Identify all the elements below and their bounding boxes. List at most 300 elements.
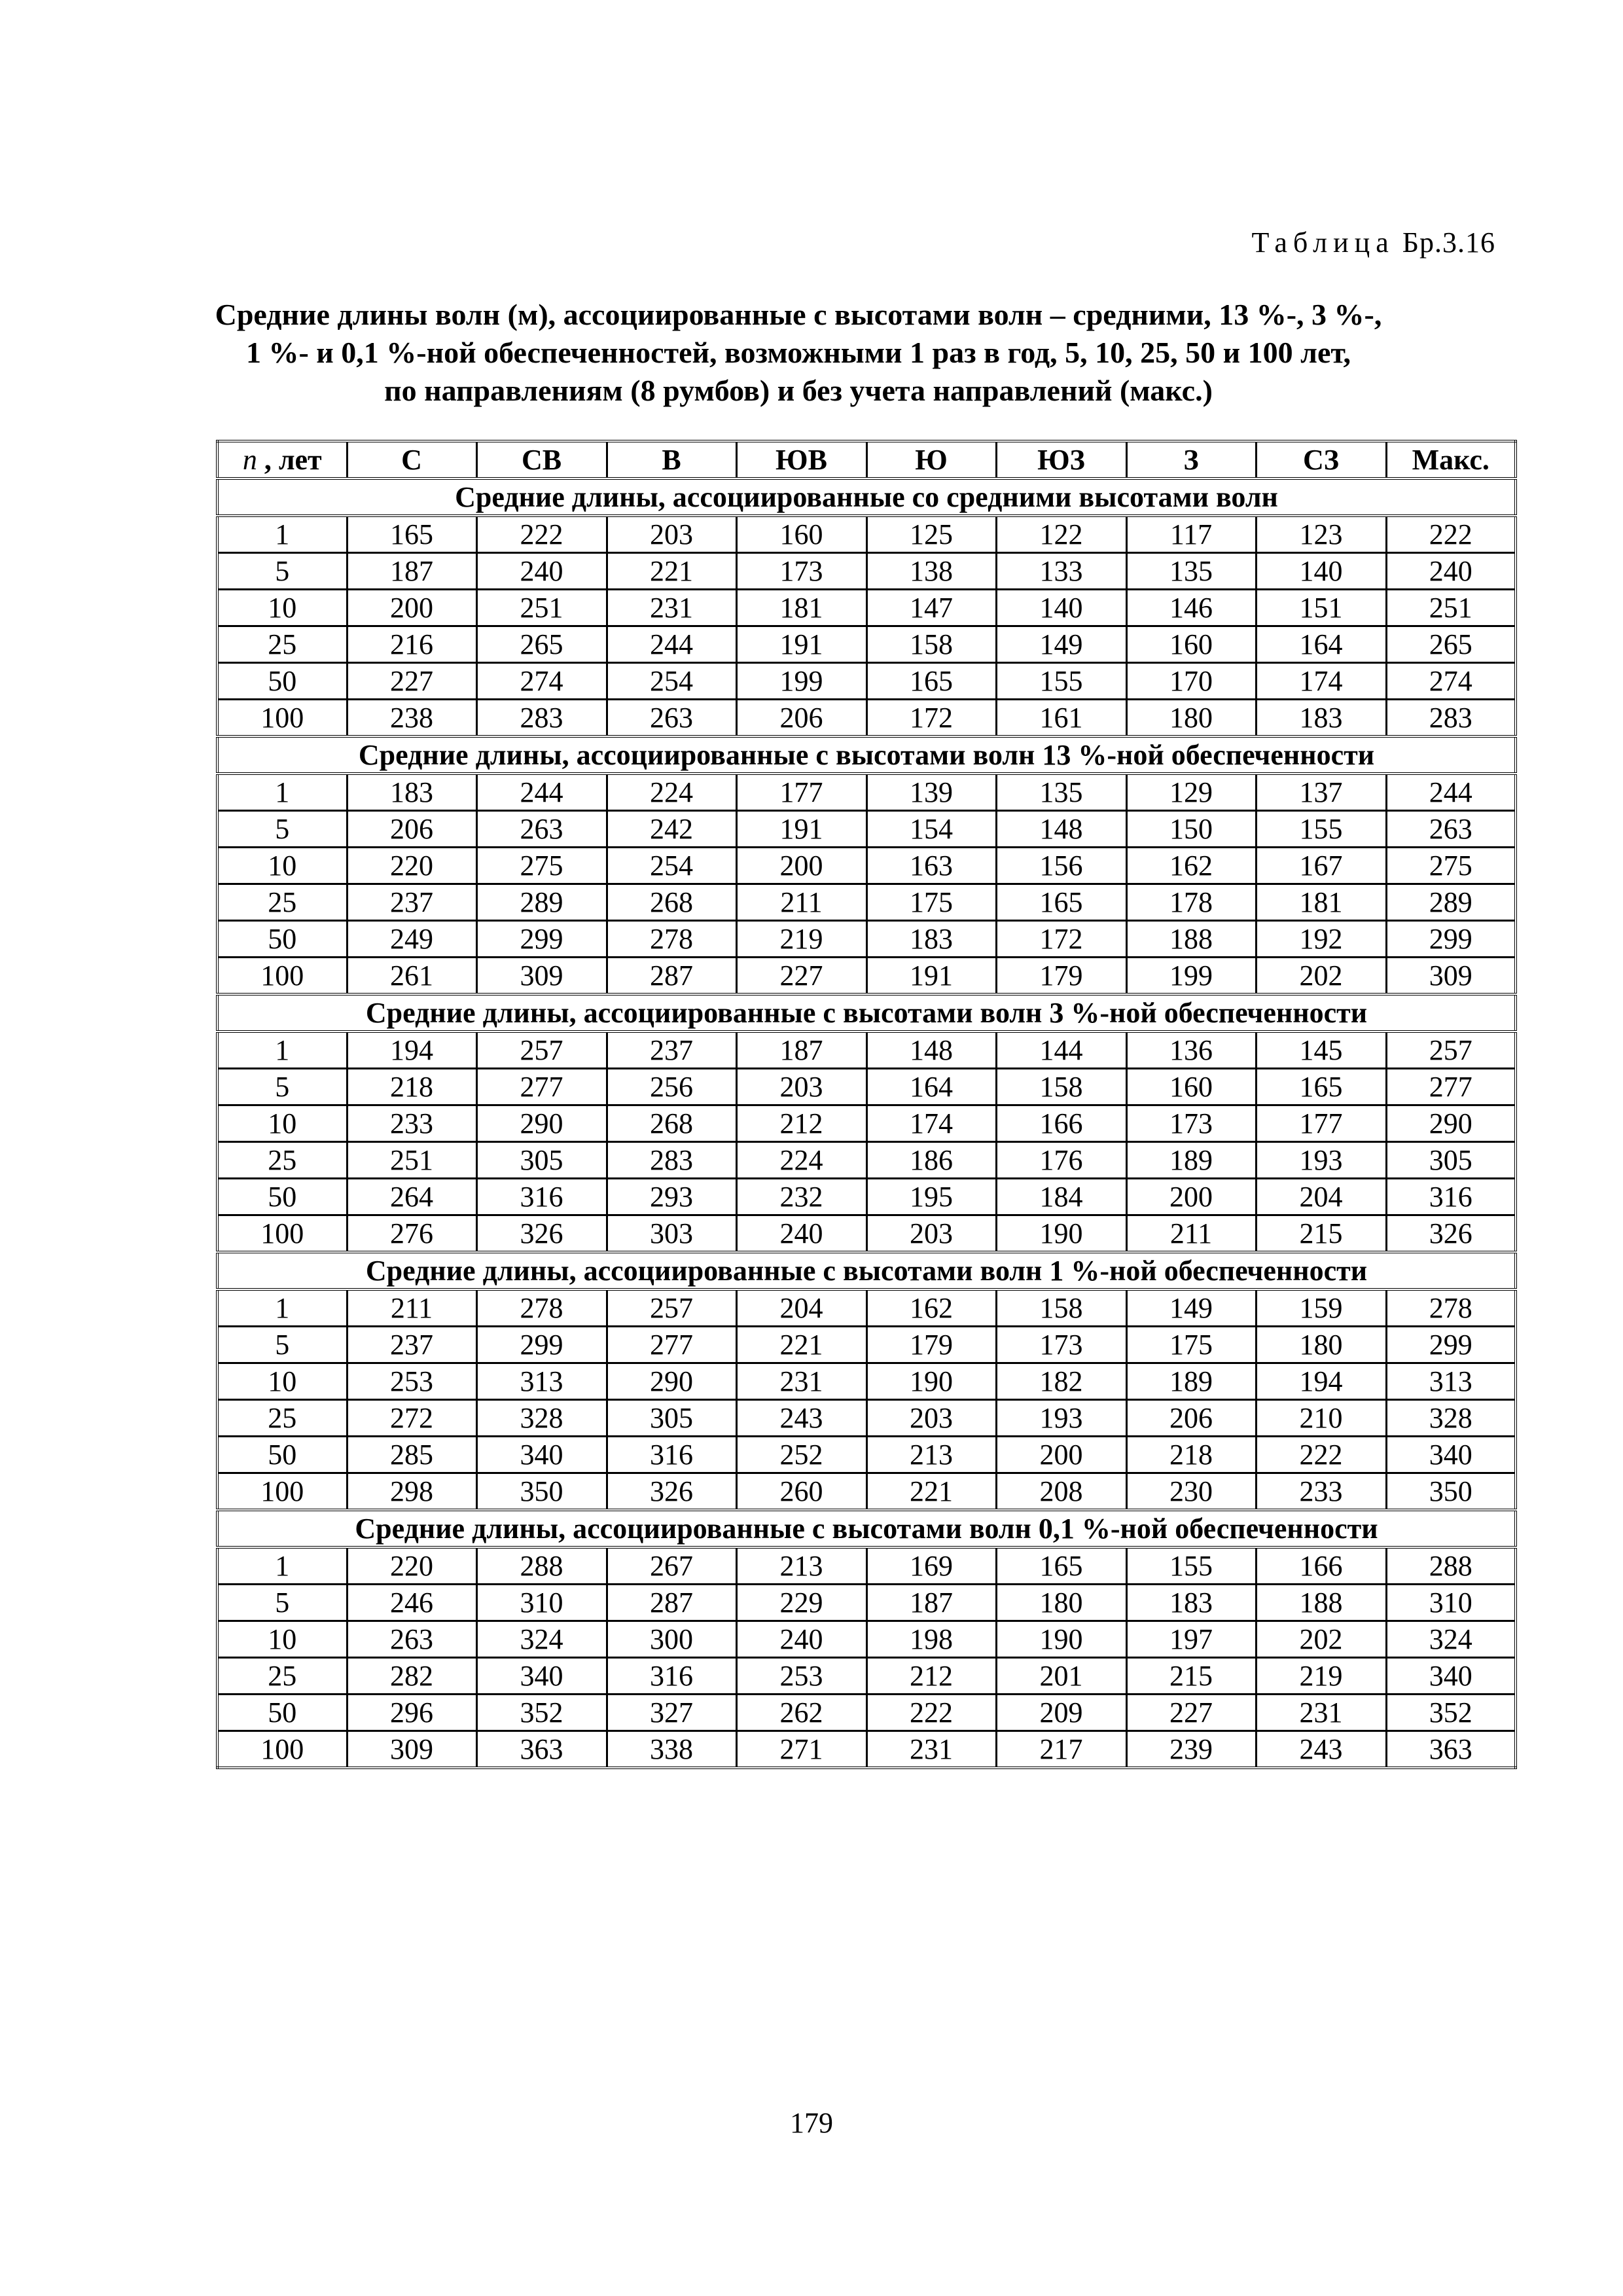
value-cell: 123 [1256,516,1386,553]
table-row [217,1473,1516,1511]
table-row [217,1547,1516,1585]
value-cell: 309 [347,1731,476,1768]
value-cell: 316 [607,1437,736,1473]
period-cell: 50 [217,1437,347,1473]
value-cell: 352 [476,1695,607,1731]
value-cell: 240 [736,1621,866,1658]
period-cell: 10 [217,1621,347,1658]
value-cell: 165 [866,663,996,700]
value-cell: 213 [736,1547,866,1585]
value-cell: 264 [347,1179,476,1215]
header-direction: В [607,441,736,478]
period-cell: 25 [217,1658,347,1695]
value-cell: 155 [1126,1547,1256,1585]
value-cell: 233 [347,1105,476,1142]
value-cell: 340 [1386,1437,1516,1473]
value-cell: 203 [866,1400,996,1437]
value-cell: 222 [866,1695,996,1731]
value-cell: 206 [736,700,866,737]
value-cell: 139 [866,774,996,811]
caption-line-2: 1 %- и 0,1 %-ной обеспеченностей, возможными 1 раз в год, 5, 10, 25, 50 и 100 лет, [245,336,1351,369]
value-cell: 296 [347,1695,476,1731]
header-direction: Ю [866,441,996,478]
table-row [217,553,1516,590]
value-cell: 156 [996,848,1126,884]
section-title: Средние длины, ассоциированные с высотами волн 13 %-ной обеспеченности [217,736,1516,774]
table-row [217,1658,1516,1695]
value-cell: 187 [736,1031,866,1069]
value-cell: 274 [476,663,607,700]
value-cell: 166 [996,1105,1126,1142]
value-cell: 211 [1126,1215,1256,1253]
value-cell: 231 [736,1363,866,1400]
value-cell: 263 [476,811,607,848]
table-row [217,774,1516,811]
value-cell: 217 [996,1731,1126,1768]
value-cell: 278 [1386,1289,1516,1327]
value-cell: 188 [1126,921,1256,958]
table-row [217,663,1516,700]
table-row [217,1327,1516,1363]
value-cell: 184 [996,1179,1126,1215]
value-cell: 237 [347,884,476,921]
period-cell: 100 [217,1473,347,1511]
value-cell: 220 [347,1547,476,1585]
caption-line-1: Средние длины волн (м), ассоциированные с высотами волн – средними, 13 %-, 3 %-, [215,298,1382,331]
value-cell: 290 [607,1363,736,1400]
value-cell: 199 [736,663,866,700]
table-row [217,811,1516,848]
value-cell: 199 [1126,958,1256,995]
table-label-word: Таблица [1251,226,1395,259]
value-cell: 135 [1126,553,1256,590]
value-cell: 244 [476,774,607,811]
period-cell: 10 [217,1105,347,1142]
value-cell: 136 [1126,1031,1256,1069]
value-cell: 233 [1256,1473,1386,1511]
value-cell: 172 [996,921,1126,958]
value-cell: 140 [996,590,1126,626]
value-cell: 298 [347,1473,476,1511]
value-cell: 211 [347,1289,476,1327]
value-cell: 231 [1256,1695,1386,1731]
period-cell: 100 [217,1215,347,1253]
value-cell: 242 [607,811,736,848]
value-cell: 272 [347,1400,476,1437]
value-cell: 352 [1386,1695,1516,1731]
value-cell: 243 [736,1400,866,1437]
value-cell: 179 [996,958,1126,995]
value-cell: 148 [996,811,1126,848]
value-cell: 147 [866,590,996,626]
value-cell: 155 [1256,811,1386,848]
value-cell: 276 [347,1215,476,1253]
value-cell: 261 [347,958,476,995]
period-cell: 50 [217,921,347,958]
value-cell: 204 [736,1289,866,1327]
value-cell: 158 [996,1069,1126,1105]
value-cell: 268 [607,1105,736,1142]
value-cell: 289 [476,884,607,921]
value-cell: 313 [476,1363,607,1400]
value-cell: 192 [1256,921,1386,958]
value-cell: 165 [347,516,476,553]
value-cell: 309 [1386,958,1516,995]
period-cell: 1 [217,1547,347,1585]
value-cell: 240 [1386,553,1516,590]
value-cell: 231 [607,590,736,626]
value-cell: 310 [1386,1585,1516,1621]
section-header-row [217,736,1516,774]
value-cell: 183 [866,921,996,958]
value-cell: 326 [1386,1215,1516,1253]
value-cell: 165 [1256,1069,1386,1105]
value-cell: 237 [607,1031,736,1069]
table-row [217,1437,1516,1473]
value-cell: 129 [1126,774,1256,811]
value-cell: 244 [1386,774,1516,811]
value-cell: 215 [1126,1658,1256,1695]
table-header-row [217,441,1516,478]
header-n-symbol: n [242,443,257,476]
value-cell: 268 [607,884,736,921]
value-cell: 244 [607,626,736,663]
value-cell: 253 [347,1363,476,1400]
value-cell: 277 [476,1069,607,1105]
value-cell: 169 [866,1547,996,1585]
value-cell: 203 [866,1215,996,1253]
value-cell: 194 [1256,1363,1386,1400]
value-cell: 186 [866,1142,996,1179]
value-cell: 133 [996,553,1126,590]
value-cell: 299 [1386,1327,1516,1363]
period-cell: 50 [217,663,347,700]
value-cell: 137 [1256,774,1386,811]
value-cell: 193 [996,1400,1126,1437]
period-cell: 100 [217,1731,347,1768]
value-cell: 189 [1126,1142,1256,1179]
value-cell: 219 [1256,1658,1386,1695]
table-row [217,1031,1516,1069]
table-label-number: Бр.3.16 [1402,226,1495,259]
value-cell: 187 [347,553,476,590]
table-row [217,1731,1516,1768]
value-cell: 229 [736,1585,866,1621]
value-cell: 263 [607,700,736,737]
value-cell: 326 [476,1215,607,1253]
value-cell: 287 [607,958,736,995]
value-cell: 227 [1126,1695,1256,1731]
value-cell: 287 [607,1585,736,1621]
value-cell: 160 [1126,626,1256,663]
value-cell: 180 [996,1585,1126,1621]
value-cell: 227 [347,663,476,700]
value-cell: 260 [736,1473,866,1511]
value-cell: 203 [736,1069,866,1105]
value-cell: 288 [476,1547,607,1585]
table-row [217,1105,1516,1142]
value-cell: 144 [996,1031,1126,1069]
value-cell: 313 [1386,1363,1516,1400]
value-cell: 140 [1256,553,1386,590]
value-cell: 173 [996,1327,1126,1363]
value-cell: 173 [1126,1105,1256,1142]
period-cell: 25 [217,626,347,663]
period-cell: 25 [217,1400,347,1437]
value-cell: 350 [476,1473,607,1511]
value-cell: 262 [736,1695,866,1731]
value-cell: 363 [476,1731,607,1768]
value-cell: 154 [866,811,996,848]
value-cell: 219 [736,921,866,958]
value-cell: 145 [1256,1031,1386,1069]
value-cell: 327 [607,1695,736,1731]
table-row [217,1289,1516,1327]
value-cell: 316 [607,1658,736,1695]
value-cell: 175 [1126,1327,1256,1363]
value-cell: 210 [1256,1400,1386,1437]
value-cell: 149 [996,626,1126,663]
period-cell: 100 [217,958,347,995]
value-cell: 183 [347,774,476,811]
table-body [217,478,1516,1768]
value-cell: 193 [1256,1142,1386,1179]
value-cell: 275 [1386,848,1516,884]
value-cell: 231 [866,1731,996,1768]
period-cell: 1 [217,774,347,811]
value-cell: 122 [996,516,1126,553]
value-cell: 175 [866,884,996,921]
value-cell: 220 [347,848,476,884]
table-row [217,1400,1516,1437]
header-n-years [217,441,347,478]
header-direction: ЮЗ [996,441,1126,478]
page-number: 179 [790,2107,833,2139]
period-cell: 1 [217,1031,347,1069]
table-row [217,1621,1516,1658]
value-cell: 221 [736,1327,866,1363]
value-cell: 198 [866,1621,996,1658]
value-cell: 183 [1256,700,1386,737]
value-cell: 200 [347,590,476,626]
table-row [217,958,1516,995]
value-cell: 203 [607,516,736,553]
value-cell: 340 [1386,1658,1516,1695]
table-row [217,1695,1516,1731]
value-cell: 177 [736,774,866,811]
value-cell: 170 [1126,663,1256,700]
value-cell: 172 [866,700,996,737]
value-cell: 309 [476,958,607,995]
value-cell: 275 [476,848,607,884]
value-cell: 288 [1386,1547,1516,1585]
value-cell: 174 [1256,663,1386,700]
value-cell: 158 [996,1289,1126,1327]
value-cell: 180 [1256,1327,1386,1363]
table-row [217,590,1516,626]
value-cell: 189 [1126,1363,1256,1400]
value-cell: 159 [1256,1289,1386,1327]
value-cell: 163 [866,848,996,884]
value-cell: 222 [1386,516,1516,553]
period-cell: 5 [217,1327,347,1363]
section-title: Средние длины, ассоциированные с высотами волн 3 %-ной обеспеченности [217,994,1516,1031]
value-cell: 310 [476,1585,607,1621]
header-direction: З [1126,441,1256,478]
value-cell: 299 [1386,921,1516,958]
period-cell: 5 [217,553,347,590]
header-max: Макс. [1386,441,1516,478]
value-cell: 324 [476,1621,607,1658]
value-cell: 146 [1126,590,1256,626]
value-cell: 254 [607,663,736,700]
value-cell: 230 [1126,1473,1256,1511]
value-cell: 150 [1126,811,1256,848]
value-cell: 224 [607,774,736,811]
section-title: Средние длины, ассоциированные со средними высотами волн [217,478,1516,516]
value-cell: 197 [1126,1621,1256,1658]
value-cell: 300 [607,1621,736,1658]
value-cell: 246 [347,1585,476,1621]
value-cell: 165 [996,884,1126,921]
period-cell: 100 [217,700,347,737]
value-cell: 209 [996,1695,1126,1731]
value-cell: 180 [1126,700,1256,737]
value-cell: 303 [607,1215,736,1253]
value-cell: 216 [347,626,476,663]
value-cell: 204 [1256,1179,1386,1215]
value-cell: 263 [1386,811,1516,848]
value-cell: 151 [1256,590,1386,626]
value-cell: 174 [866,1105,996,1142]
value-cell: 363 [1386,1731,1516,1768]
value-cell: 340 [476,1658,607,1695]
section-header-row [217,1510,1516,1547]
value-cell: 305 [607,1400,736,1437]
value-cell: 224 [736,1142,866,1179]
value-cell: 200 [1126,1179,1256,1215]
value-cell: 162 [1126,848,1256,884]
period-cell: 5 [217,1585,347,1621]
header-direction: ЮВ [736,441,866,478]
section-header-row [217,478,1516,516]
header-direction: С [347,441,476,478]
table-row [217,884,1516,921]
value-cell: 212 [736,1105,866,1142]
value-cell: 222 [1256,1437,1386,1473]
value-cell: 293 [607,1179,736,1215]
value-cell: 160 [1126,1069,1256,1105]
period-cell: 5 [217,811,347,848]
period-cell: 1 [217,516,347,553]
value-cell: 181 [736,590,866,626]
value-cell: 191 [736,811,866,848]
value-cell: 290 [1386,1105,1516,1142]
table-row [217,1069,1516,1105]
value-cell: 243 [1256,1731,1386,1768]
value-cell: 240 [736,1215,866,1253]
header-direction: СВ [476,441,607,478]
table-row [217,700,1516,737]
value-cell: 265 [1386,626,1516,663]
value-cell: 222 [476,516,607,553]
value-cell: 213 [866,1437,996,1473]
value-cell: 166 [1256,1547,1386,1585]
value-cell: 206 [1126,1400,1256,1437]
value-cell: 283 [607,1142,736,1179]
value-cell: 182 [996,1363,1126,1400]
value-cell: 256 [607,1069,736,1105]
caption-line-3: по направлениям (8 румбов) и без учета направлений (макс.) [384,374,1213,407]
value-cell: 340 [476,1437,607,1473]
value-cell: 202 [1256,958,1386,995]
period-cell: 25 [217,884,347,921]
value-cell: 305 [1386,1142,1516,1179]
value-cell: 135 [996,774,1126,811]
value-cell: 201 [996,1658,1126,1695]
value-cell: 263 [347,1621,476,1658]
header-direction: СЗ [1256,441,1386,478]
value-cell: 178 [1126,884,1256,921]
value-cell: 277 [607,1327,736,1363]
value-cell: 173 [736,553,866,590]
value-cell: 316 [476,1179,607,1215]
table-row [217,848,1516,884]
value-cell: 289 [1386,884,1516,921]
value-cell: 138 [866,553,996,590]
value-cell: 251 [347,1142,476,1179]
value-cell: 240 [476,553,607,590]
table-row [217,1363,1516,1400]
value-cell: 299 [476,921,607,958]
value-cell: 218 [1126,1437,1256,1473]
value-cell: 181 [1256,884,1386,921]
value-cell: 305 [476,1142,607,1179]
period-cell: 10 [217,848,347,884]
section-title: Средние длины, ассоциированные с высотами волн 1 %-ной обеспеченности [217,1252,1516,1289]
value-cell: 165 [996,1547,1126,1585]
value-cell: 265 [476,626,607,663]
table-caption [196,296,1400,410]
value-cell: 221 [866,1473,996,1511]
value-cell: 164 [866,1069,996,1105]
value-cell: 155 [996,663,1126,700]
value-cell: 227 [736,958,866,995]
value-cell: 218 [347,1069,476,1105]
value-cell: 316 [1386,1179,1516,1215]
value-cell: 191 [866,958,996,995]
value-cell: 183 [1126,1585,1256,1621]
value-cell: 257 [476,1031,607,1069]
period-cell: 10 [217,590,347,626]
value-cell: 299 [476,1327,607,1363]
value-cell: 208 [996,1473,1126,1511]
value-cell: 238 [347,700,476,737]
value-cell: 221 [607,553,736,590]
value-cell: 324 [1386,1621,1516,1658]
value-cell: 252 [736,1437,866,1473]
value-cell: 232 [736,1179,866,1215]
value-cell: 277 [1386,1069,1516,1105]
value-cell: 283 [1386,700,1516,737]
table-row [217,1179,1516,1215]
period-cell: 1 [217,1289,347,1327]
value-cell: 257 [1386,1031,1516,1069]
value-cell: 161 [996,700,1126,737]
value-cell: 167 [1256,848,1386,884]
section-title: Средние длины, ассоциированные с высотами волн 0,1 %-ной обеспеченности [217,1510,1516,1547]
value-cell: 190 [866,1363,996,1400]
